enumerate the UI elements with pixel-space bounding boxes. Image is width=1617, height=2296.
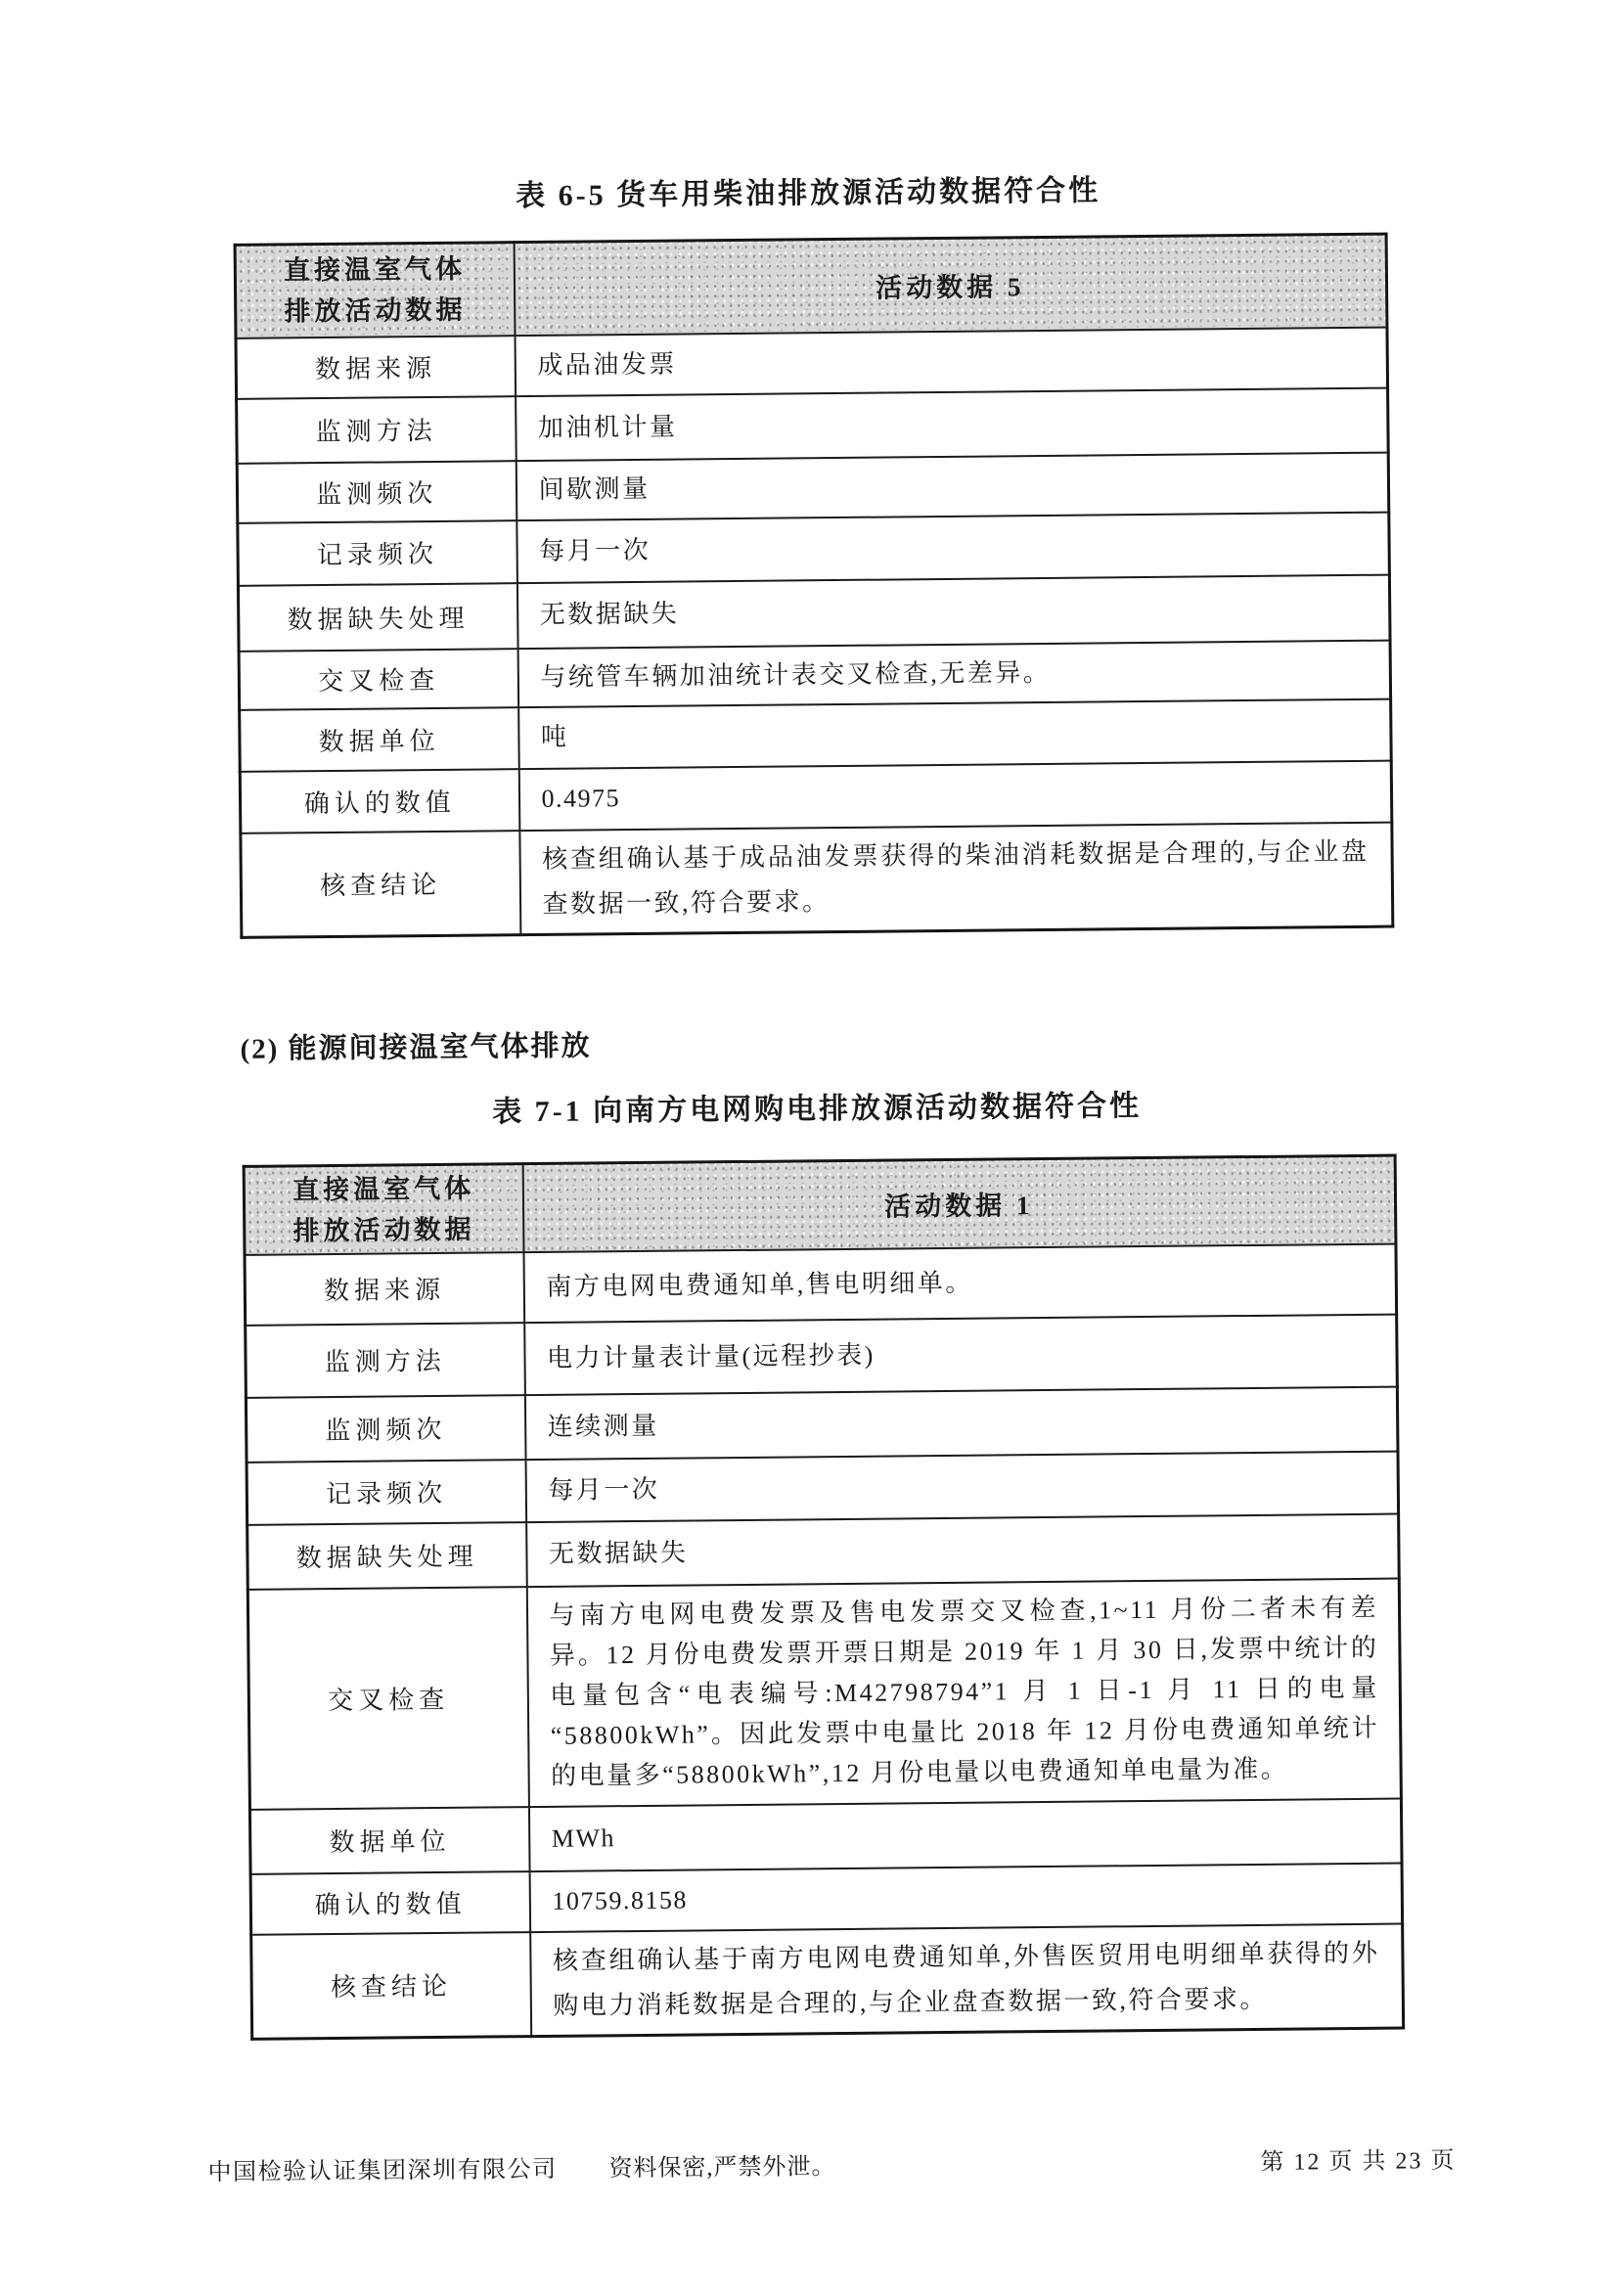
row-value-cell: 电力计量表计量(远程抄表) [524,1314,1398,1395]
row-value-cell: 无数据缺失 [526,1513,1400,1587]
row-value-cell: MWh [528,1798,1402,1871]
row-value-cell: 加油机计量 [516,387,1389,461]
table-header-category-cell [235,243,515,338]
header-line-2: 排放活动数据 [292,1214,475,1246]
row-label-cell: 核查结论 [241,831,520,937]
table-header-activity-data-cell: 活动数据 5 [514,234,1387,336]
table-header-row [244,1155,1396,1254]
row-value-cell: 核查组确认基于成品油发票获得的柴油消耗数据是合理的,与企业盘查数据一致,符合要求。 [519,822,1393,934]
row-label-cell: 监测方法 [237,396,517,464]
row-value-cell: 每月一次 [517,512,1390,583]
table-header-activity-data-cell: 活动数据 1 [522,1155,1396,1252]
table-header-row [235,234,1387,338]
table-row [246,1386,1398,1462]
row-label-cell: 监测频次 [246,1395,525,1463]
table-row [247,1578,1401,1809]
row-value-cell: 0.4975 [518,760,1392,831]
table-row [251,1923,1404,2039]
table-row [250,1863,1403,1934]
footer-page-number: 第 12 页 共 23 页 [1260,2148,1457,2176]
row-value-cell: 无数据缺失 [517,574,1390,649]
table-row [240,698,1392,771]
row-value-cell: 与统管车辆加油统计表交叉检查,无差异。 [517,640,1391,707]
row-value-cell: 每月一次 [525,1451,1399,1522]
footer-company: 中国检验认证集团深圳有限公司 [207,2156,558,2186]
header-line-2: 排放活动数据 [284,294,467,327]
table-row [237,387,1389,463]
row-label-cell: 数据来源 [236,336,516,399]
table-row [247,1451,1399,1524]
row-label-cell: 核查结论 [251,1932,531,2039]
table-6-5 [234,233,1395,939]
row-label-cell: 数据缺失处理 [238,583,517,652]
table-row [239,640,1391,709]
row-label-cell: 数据缺失处理 [247,1522,527,1590]
table-row [236,327,1388,398]
row-label-cell: 记录频次 [247,1460,526,1525]
row-label-cell: 确认的数值 [250,1871,530,1935]
table-6-5-title: 表 6-5 货车用柴油排放源活动数据符合性 [515,174,1101,213]
row-label-cell: 监测方法 [246,1323,525,1398]
row-label-cell: 数据单位 [249,1807,529,1874]
footer-confidentiality-notice: 资料保密,严禁外泄。 [608,2154,836,2183]
table-row [249,1798,1402,1873]
table-row [246,1314,1398,1397]
row-value-cell: 间歇测量 [516,452,1389,520]
row-label-cell: 确认的数值 [240,769,519,833]
row-label-cell: 数据单位 [240,707,519,772]
row-label-cell: 数据来源 [245,1252,524,1326]
row-label-cell: 交叉检查 [247,1587,528,1810]
header-line-1: 直接温室气体 [283,253,467,286]
row-value-cell: 南方电网电费通知单,售电明细单。 [523,1243,1397,1323]
table-7-1-title: 表 7-1 向南方电网购电排放源活动数据符合性 [491,1090,1143,1129]
page-footer [10,2138,1617,2193]
table-row [237,452,1389,522]
row-label-cell: 交叉检查 [239,649,518,710]
row-value-cell: 吨 [518,698,1392,769]
table-row [245,1243,1397,1325]
table-row [238,512,1390,585]
table-header-category-cell [244,1164,523,1255]
table-row [238,574,1390,651]
row-value-cell: 核查组确认基于南方电网电费通知单,外售医贸用电明细单获得的外购电力消耗数据是合理的,与企业盘查数据一致,符合要求。 [530,1923,1404,2036]
header-line-1: 直接温室气体 [292,1173,475,1205]
row-label-cell: 记录频次 [238,520,517,586]
section-heading: (2) 能源间接温室气体排放 [240,1030,592,1065]
table-row [240,760,1392,833]
table-7-1 [243,1154,1406,2041]
row-value-cell: 成品油发票 [515,327,1388,396]
row-label-cell: 监测频次 [237,461,517,523]
table-row [241,822,1393,937]
table-row [247,1513,1400,1589]
row-value-cell: 与南方电网电费发票及售电发票交叉检查,1~11 月份二者未有差异。12 月份电费发票开票日期是 2019 年 1 月 30 日,发票中统计的电量包含“电表编号:M42798794”1 月 1 日-1 月 11 日的电量“58800kWh”。因此发票中电量比 2018 年 12 月份电费通知单统计的电量多“58800kWh”,12 月份电量以电费通知单电量为准。 [526,1578,1401,1807]
row-value-cell: 连续测量 [524,1386,1398,1460]
row-value-cell: 10759.8158 [529,1863,1403,1932]
